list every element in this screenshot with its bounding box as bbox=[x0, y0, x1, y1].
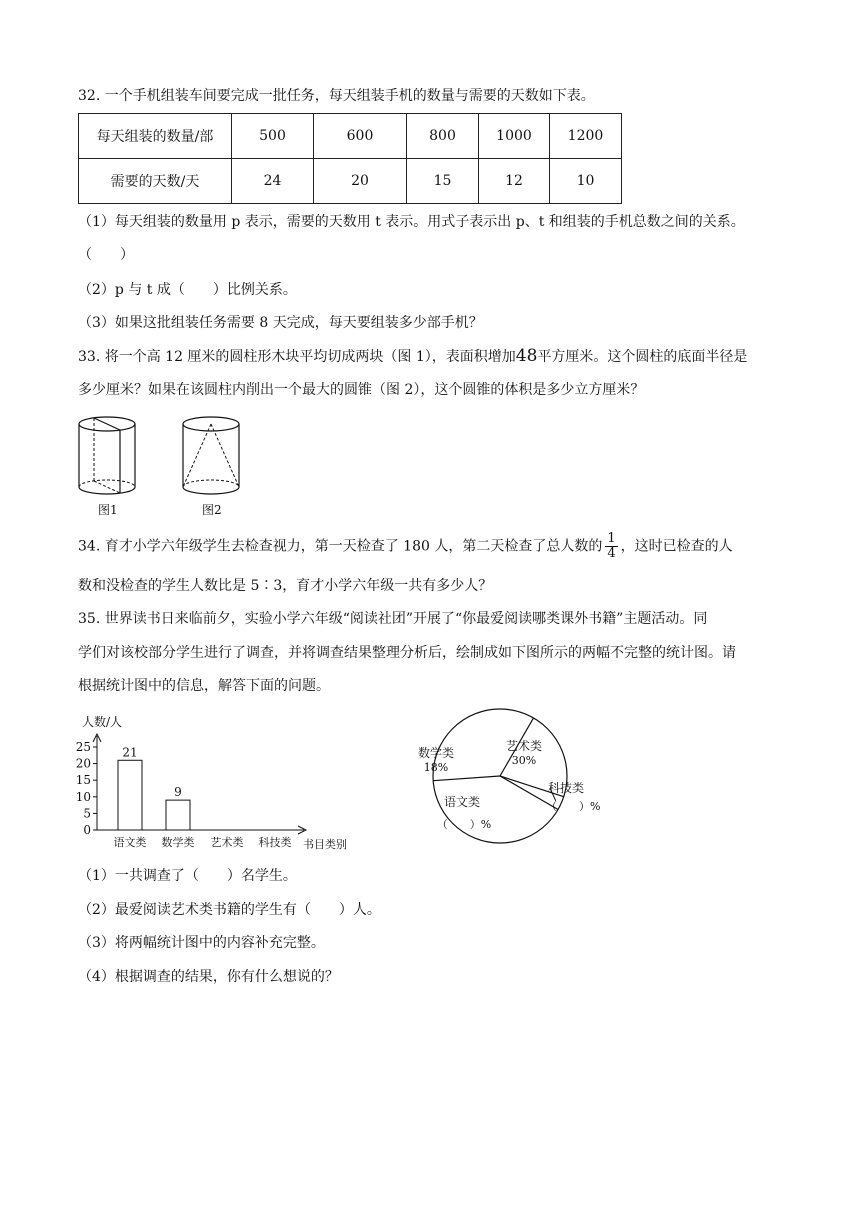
q32-stem: 32. 一个手机组装车间要完成一批任务，每天组装手机的数量与需要的天数如下表。 bbox=[78, 88, 595, 104]
bar-chart-xlabel: 书目类别 bbox=[303, 838, 347, 851]
fig1-label: 图1 bbox=[98, 503, 118, 517]
y-tick-label: 5 bbox=[83, 806, 91, 821]
pie-slice-percent: 18% bbox=[423, 761, 449, 774]
q35-sub1: （1）一共调查了（ ）名学生。 bbox=[78, 868, 297, 884]
pie-slice-label: 艺术类 bbox=[505, 739, 543, 753]
bar-chart bbox=[75, 708, 368, 856]
x-tick-label: 语文类 bbox=[113, 836, 147, 849]
q33-line1 bbox=[78, 346, 747, 367]
cylinder-figure-2 bbox=[183, 417, 239, 494]
table-cell: 800 bbox=[407, 114, 479, 159]
pie-slice-percent: （ ）% bbox=[546, 800, 601, 813]
q35-sub4: （4）根据调查的结果，你有什么想说的？ bbox=[78, 969, 339, 985]
bar-chart-ylabel: 人数/人 bbox=[82, 715, 123, 729]
table-cell: 10 bbox=[550, 159, 622, 204]
table-cell: 1000 bbox=[479, 114, 550, 159]
table-cell: 500 bbox=[232, 114, 314, 159]
pie-slice-label: 数学类 bbox=[417, 746, 455, 760]
q32-sub3: （3）如果这批组装任务需要 8 天完成，每天要组装多少部手机？ bbox=[78, 315, 483, 331]
table-cell: 1200 bbox=[550, 114, 622, 159]
bar-value-label: 9 bbox=[174, 785, 182, 800]
q35-sub2: （2）最爱阅读艺术类书籍的学生有（ ）人。 bbox=[78, 902, 381, 918]
pie-slice-divider bbox=[433, 776, 500, 781]
q33-text-b: 平方厘米。这个圆柱的底面半径是 bbox=[537, 349, 748, 365]
q35-line3: 根据统计图中的信息，解答下面的问题。 bbox=[78, 678, 330, 694]
table-cell: 20 bbox=[314, 159, 407, 204]
x-tick-label: 数学类 bbox=[161, 836, 195, 849]
q33-line2: 多少厘米？如果在该圆柱内削出一个最大的圆锥（图 2），这个圆锥的体积是多少立方厘米？ bbox=[78, 382, 645, 398]
table-header-cell: 每天组装的数量/部 bbox=[79, 114, 232, 159]
q34-text-a: 34. 育才小学六年级学生去检查视力，第一天检查了 180 人，第二天检查了总人数的 bbox=[78, 538, 603, 555]
fraction-denominator: 4 bbox=[607, 546, 616, 561]
pie-slice-label: 语文类 bbox=[443, 795, 481, 809]
table-cell: 15 bbox=[407, 159, 479, 204]
q35-sub3: （3）将两幅统计图中的内容补充完整。 bbox=[78, 935, 325, 951]
q32-sub1-blank: （ ） bbox=[78, 247, 134, 263]
q34-text-b: ，这时已检查的人 bbox=[620, 538, 733, 555]
q33-number: 48 bbox=[515, 346, 538, 366]
pie-slice-percent: 30% bbox=[511, 754, 537, 767]
q35-line1: 35. 世界读书日来临前夕，实验小学六年级“阅读社团”开展了“你最爱阅读哪类课外书籍”主题活动。同 bbox=[78, 611, 708, 627]
fraction-one-quarter bbox=[605, 532, 617, 561]
x-tick-label: 科技类 bbox=[258, 836, 292, 849]
table-row bbox=[79, 114, 622, 159]
table-header-cell: 需要的天数/天 bbox=[79, 159, 232, 204]
y-tick-label: 25 bbox=[75, 740, 91, 754]
pie-chart bbox=[400, 704, 610, 852]
y-tick-label: 20 bbox=[75, 756, 91, 771]
q32-sub1: （1）每天组装的数量用 p 表示，需要的天数用 t 表示。用式子表示出 p、t 和组装的手机总数之间的关系。 bbox=[78, 214, 745, 230]
table-cell: 600 bbox=[314, 114, 407, 159]
cylinder-figures bbox=[76, 412, 256, 520]
cylinder-figure-1 bbox=[79, 417, 135, 494]
bar-value-label: 21 bbox=[122, 745, 138, 760]
pie-slice-percent: （ ）% bbox=[436, 818, 492, 831]
table-row bbox=[79, 159, 622, 204]
q35-line2: 学们对该校部分学生进行了调查，并将调查结果整理分析后，绘制成如下图所示的两幅不完整的统计图。请 bbox=[78, 645, 736, 661]
q33-text-a: 33. 将一个高 12 厘米的圆柱形木块平均切成两块（图 1），表面积增加 bbox=[78, 349, 516, 365]
y-tick-label: 0 bbox=[83, 823, 91, 837]
q34-line2: 数和没检查的学生人数比是 5∶3，育才小学六年级一共有多少人？ bbox=[78, 578, 493, 594]
pie-slice-label: 科技类 bbox=[548, 781, 585, 795]
y-tick-label: 15 bbox=[75, 773, 91, 788]
fraction-numerator: 1 bbox=[607, 531, 616, 546]
q32-sub2: （2）p 与 t 成（ ）比例关系。 bbox=[78, 282, 297, 298]
bar bbox=[166, 800, 190, 830]
y-tick-label: 10 bbox=[75, 789, 91, 804]
q32-table bbox=[78, 113, 622, 204]
q34-line1 bbox=[78, 532, 733, 561]
table-cell: 24 bbox=[232, 159, 314, 204]
table-cell: 12 bbox=[479, 159, 550, 204]
bar bbox=[118, 760, 142, 830]
x-tick-label: 艺术类 bbox=[210, 836, 244, 849]
fig2-label: 图2 bbox=[202, 503, 222, 517]
